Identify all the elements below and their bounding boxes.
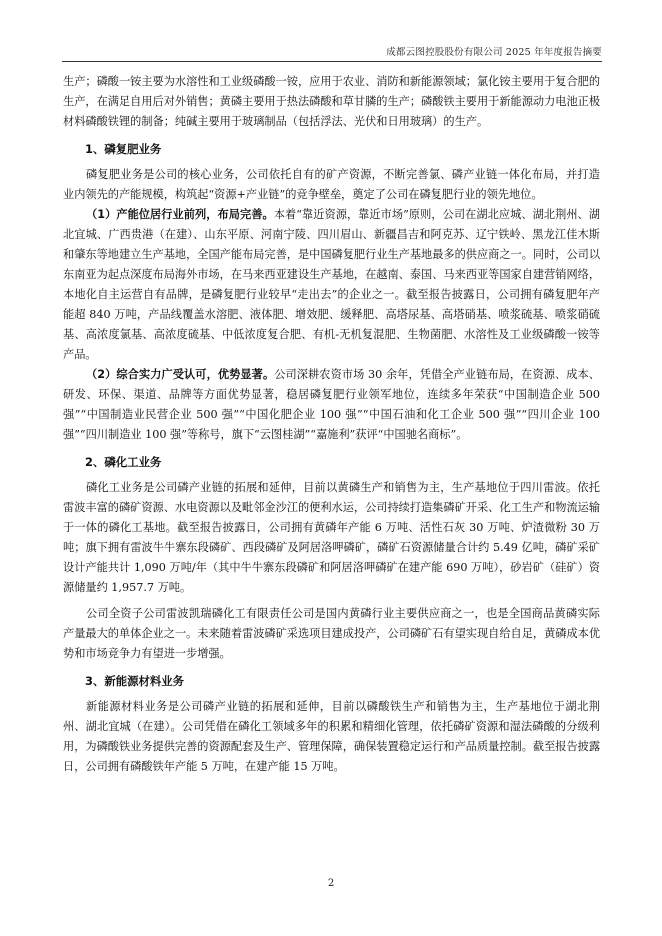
- page-number: 2: [327, 878, 335, 889]
- capacity-text: 本着“靠近资源，靠近市场”原则，公司在湖北应城、湖北荆州、湖北宜城、广西贵港（在建）、山东平原、河南宁陵、四川眉山、新疆昌吉和阿克苏、辽宁铁岭、黑龙江佳木斯和肇东等地建立生产基地，全国产能布局完善，是中国磷复肥行业生产基地最多的供应商之一。同时，公司以东南亚为起点深度布局海外市场，在马来西亚建设生产基地，在越南、泰国、马来西亚等国家自建营销网络，本地化自主运营自有品牌，是磷复肥行业较早“走出去”的企业之一。截至报告披露日，公司拥有磷复肥年产能超 840 万吨，产品线覆盖水溶肥、液体肥、增效肥、缓释肥、高塔尿基、高塔硝基、喷浆硫基、喷浆硝硫基、高浓度氯基、高浓度硫基、中低浓度复合肥、有机-无机复混肥、生物菌肥、水溶性及工业级磷酸一铵等产品。: [63, 208, 601, 361]
- intro-paragraph: 生产；磷酸一铵主要为水溶性和工业级磷酸一铵，应用于农业、消防和新能源领域；氯化铵主要用于复合肥的生产，在满足自用后对外销售；黄磷主要用于热法磷酸和草甘膦的生产；磷酸铁主要用于新能源动力电池正极材料磷酸铁锂的制备；纯碱主要用于玻璃制品（包括浮法、光伏和日用玻璃）的生产。: [63, 75, 601, 128]
- capacity-subheading: （1）产能位居行业前列，布局完善。: [86, 208, 274, 221]
- section-heading-new-energy: 3、新能源材料业务: [85, 674, 185, 688]
- section-heading-phosphate-fertilizer: 1、磷复肥业务: [85, 142, 162, 156]
- fertilizer-strength-paragraph: [63, 365, 600, 445]
- fertilizer-overview-paragraph: 磷复肥业务是公司的核心业务，公司依托自有的矿产资源，不断完善氯、磷产业链一体化布局，并打造业内领先的产能规模，构筑起“资源+产业链”的竞争壁垒，奠定了公司在磷复肥行业的领先地位。: [63, 168, 600, 201]
- phosphorus-chemical-paragraph: 磷化工业务是公司磷产业链的拓展和延伸，目前以黄磷生产和销售为主，生产基地位于四川雷波。依托雷波丰富的磷矿资源、水电资源以及毗邻金沙江的便利水运，公司持续打造集磷矿开采、化工生产和物流运输于一体的磷化工基地。截至报告披露日，公司拥有黄磷年产能 6 万吨、活性石灰 30 万吨、炉渣微粉 30 万吨；旗下拥有雷波牛牛寨东段磷矿、西段磷矿及阿居洛呷磷矿，磷矿石资源储量合计约 5.49 亿吨，磷矿采矿设计产能共计 1,090 万吨/年（其中牛牛寨东段磷矿和阿居洛呷磷矿在建产能 690 万吨），砂岩矿（硅矿）资源储量约 1,957.7 万吨。: [63, 481, 601, 594]
- page-body: [63, 72, 600, 777]
- fertilizer-capacity-paragraph: [63, 205, 600, 365]
- section-heading-phosphorus-chemical: 2、磷化工业务: [85, 455, 162, 469]
- header-divider: [62, 61, 602, 62]
- strength-subheading: （2）综合实力广受认可，优势显著。: [86, 368, 275, 381]
- new-energy-paragraph: 新能源材料业务是公司磷产业链的拓展和延伸，目前以磷酸铁生产和销售为主，生产基地位于湖北荆州、湖北宜城（在建）。公司凭借在磷化工领域多年的积累和精细化管理，依托磷矿资源和湿法磷酸的分级利用，为磷酸铁业务提供完善的资源配套及生产、管理保障，确保装置稳定运行和产品质量控制。截至报告披露日，公司拥有磷酸铁年产能 5 万吨，在建产能 15 万吨。: [63, 700, 601, 773]
- strength-text: 公司深耕农资市场 30 余年，凭借全产业链布局，在资源、成本、研发、环保、渠道、品牌等方面优势显著，稳居磷复肥行业领军地位，连续多年荣获“中国制造企业 500 强”“中国制造业民营企业 500 强”“中国化肥企业 100 强”“中国石油和化工企业 500 强”“四川企业 100 强”“四川制造业 100 强”等称号，旗下“云图桂湖”“嘉施利”获评“中国驰名商标”。: [63, 368, 600, 441]
- subsidiary-paragraph: 公司全资子公司雷波凯瑞磷化工有限责任公司是国内黄磷行业主要供应商之一，也是全国商品黄磷实际产量最大的单体企业之一。未来随着雷波磷矿采选项目建成投产，公司磷矿石有望实现自给自足，黄磷成本优势和市场竞争力有望进一步增强。: [63, 607, 601, 660]
- report-header-title: 成都云图控股股份有限公司 2025 年年度报告摘要: [386, 47, 602, 58]
